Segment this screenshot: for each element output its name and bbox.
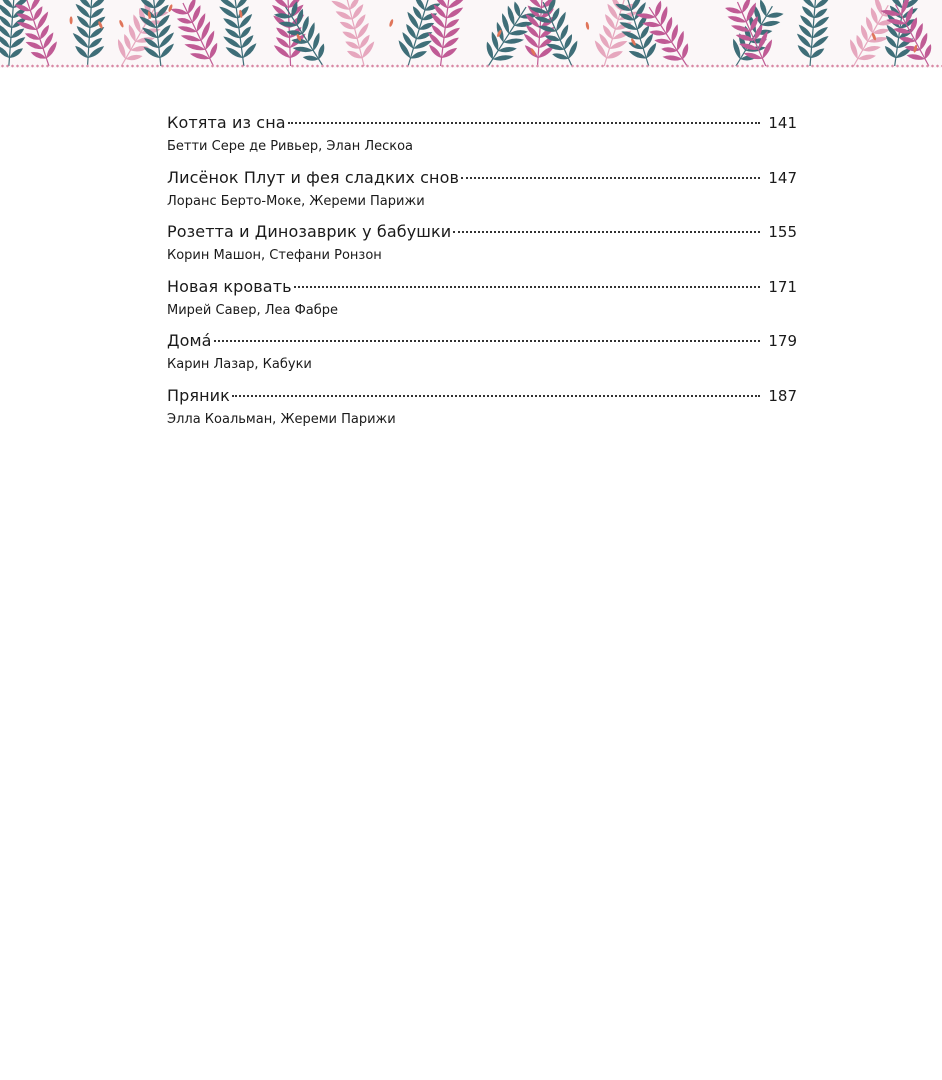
entry-title: Лисёнок Плут и фея сладких снов [167, 167, 460, 187]
entry-authors: Бетти Сере де Ривьер, Элан Лескоа [167, 139, 414, 154]
dot-leader [232, 395, 760, 397]
page-number: 179 [768, 332, 797, 351]
table-of-contents [167, 113, 797, 441]
toc-entry[interactable] [167, 113, 797, 168]
toc-entry[interactable] [167, 277, 797, 332]
entry-title: Новая кровать [167, 276, 292, 296]
toc-entry[interactable] [167, 168, 797, 223]
toc-entry[interactable] [167, 222, 797, 277]
dot-leader [461, 177, 760, 179]
entry-authors: Лоранс Берто-Моке, Жереми Парижи [167, 193, 425, 209]
entry-title: Котята из сна [167, 113, 286, 132]
page-number: 187 [768, 386, 797, 405]
entry-title: Розетта и Динозаврик у бабушки [167, 222, 452, 242]
toc-entry[interactable] [167, 331, 797, 386]
dot-leader [288, 122, 761, 124]
page-number: 147 [768, 168, 797, 187]
entry-authors: Элла Коальман, Жереми Парижи [167, 411, 396, 427]
entry-authors: Корин Машон, Стефани Ронзон [167, 248, 382, 264]
entry-authors: Карин Лазар, Кабуки [167, 357, 312, 373]
dot-leader [453, 231, 760, 233]
dotted-border [0, 64, 942, 68]
toc-entry[interactable] [167, 386, 797, 441]
page-number: 141 [768, 114, 797, 132]
botanical-leaves-illustration [0, 0, 942, 68]
entry-title: Дома́ [167, 331, 212, 351]
page-number: 171 [768, 277, 797, 296]
dot-leader [214, 340, 761, 342]
dot-leader [294, 286, 761, 288]
entry-title: Пряник [167, 385, 230, 405]
entry-authors: Мирей Савер, Леа Фабре [167, 302, 339, 318]
page-number: 155 [768, 223, 797, 242]
botanical-header-banner [0, 0, 942, 68]
